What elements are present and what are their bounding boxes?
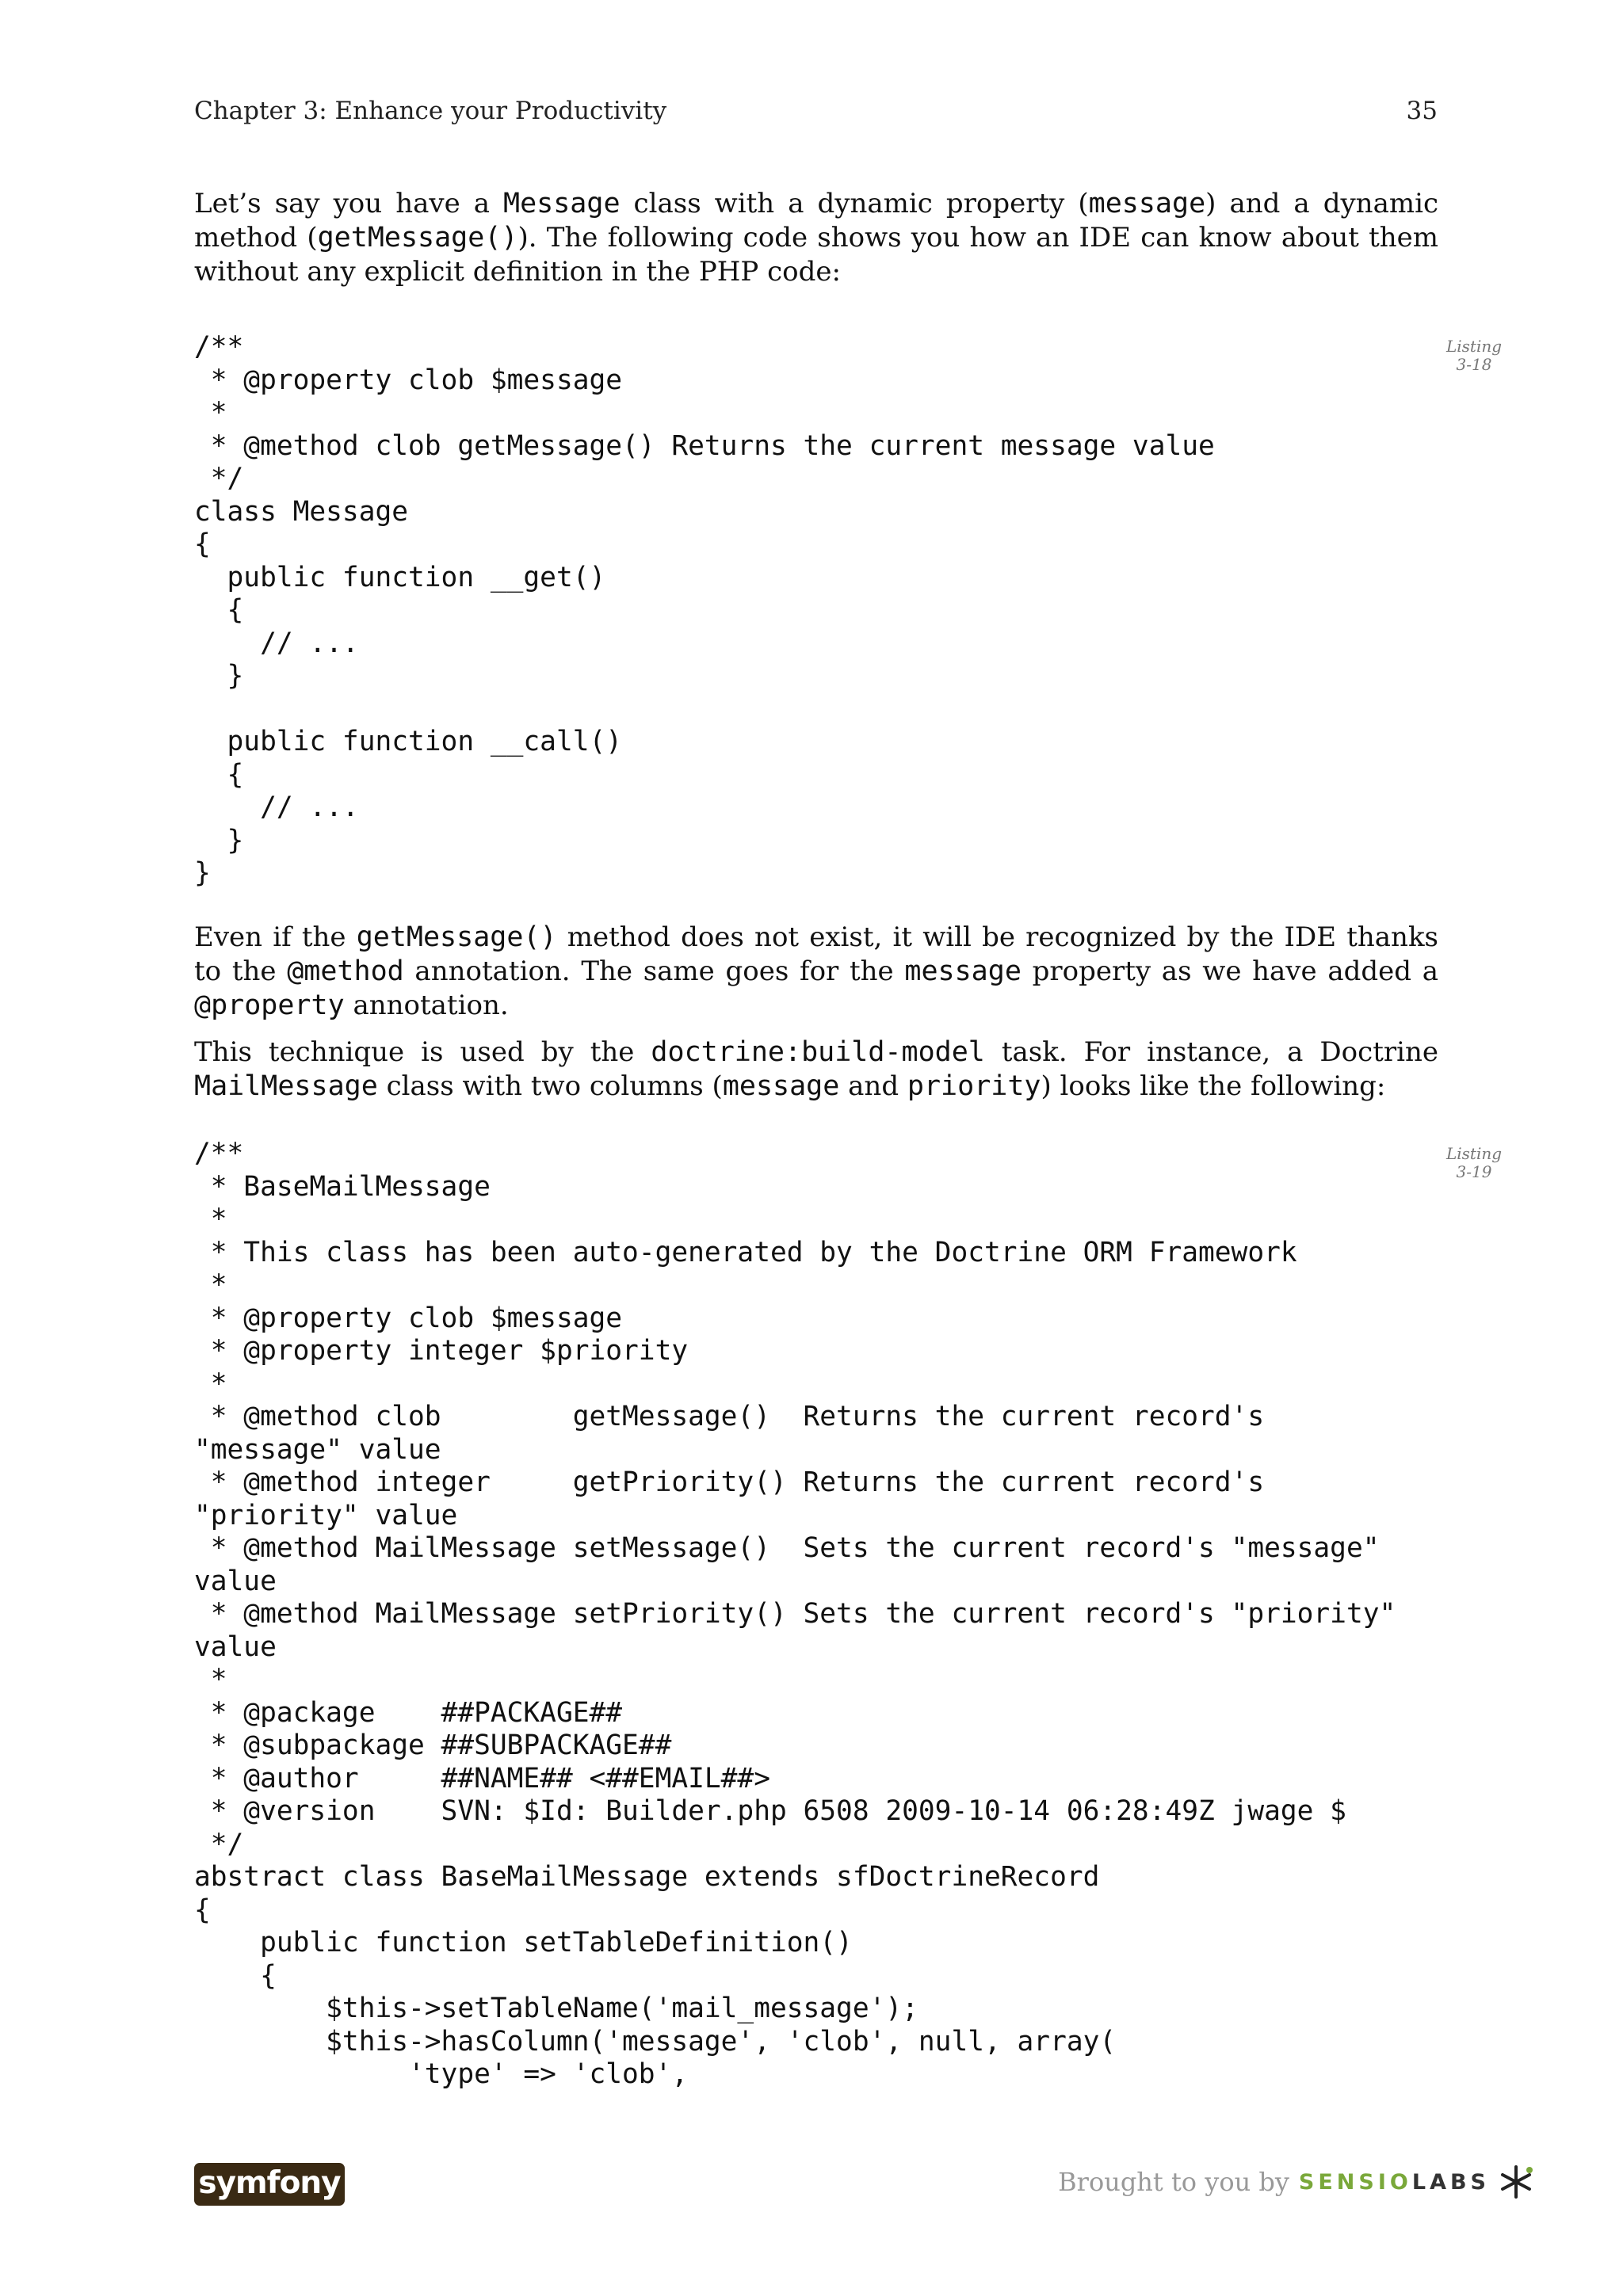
intro-paragraph: Let’s say you have a Message class with a dynamic property (message) and a dynamic method (getMessage()). The following code shows you how an IDE can know about them without any explicit definition in the PHP code:: [194, 188, 1438, 288]
chapter-title: Chapter 3: Enhance your Productivity: [194, 97, 667, 125]
symfony-logo: symfony: [194, 2163, 345, 2206]
inline-code: Message: [503, 188, 621, 219]
sensiolabs-mark-icon: [1498, 2164, 1534, 2200]
inline-code: message: [1088, 188, 1206, 219]
code-listing-3-18: /** * @property clob $message * * @method clob getMessage() Returns the current message value */ class Message { public function __get() { // ... } public function __call() { // ... } }: [194, 331, 1215, 889]
brand-sensio: SENSIO: [1298, 2169, 1412, 2195]
inline-code: MailMessage: [194, 1070, 378, 1102]
brought-by-text: Brought to you by: [1058, 2167, 1289, 2197]
inline-code: @property: [194, 990, 345, 1021]
inline-code: message: [904, 955, 1022, 987]
inline-code: message: [722, 1070, 840, 1102]
inline-code: getMessage(): [356, 921, 557, 953]
code-listing-3-19: /** * BaseMailMessage * * This class has been auto-generated by the Doctrine ORM Framework * * @property clob $message * @property integer $priority * * @method clob getMessage() Returns the current record's "message" value * @method integer getPriority() Returns the current record's "priority" value * @method MailMessage setMessage() Sets the current record's "message" value * @method MailMessage setPriority() Sets the current record's "priority" value * * @package ##PACKAGE## * @subpackage ##SUBPACKAGE## * @author ##NAME## <##EMAIL##> * @version SVN: $Id: Builder.php 6508 2009-10-14 06:28:49Z jwage $ */ abstract class BaseMailMessage extends sfDoctrineRecord { public function setTableDefinition() { $this->setTableName('mail_message'); $this->hasColumn('message', 'clob', null, array( 'type' => 'clob',: [194, 1138, 1396, 2090]
brand-labs: LABS: [1411, 2169, 1490, 2195]
inline-code: priority: [907, 1070, 1041, 1102]
listing-label: Listing 3-19: [1445, 1144, 1503, 1181]
inline-code: @method: [287, 955, 404, 987]
inline-code: getMessage(): [317, 222, 518, 254]
technique-paragraph: This technique is used by the doctrine:build-model task. For instance, a Doctrine MailMessage class with two columns (message and priority) looks like the following:: [194, 1036, 1439, 1102]
sponsor-credit: [1058, 2158, 1534, 2206]
page-number: 35: [1406, 97, 1438, 125]
inline-code: doctrine:build-model: [651, 1036, 985, 1068]
listing-label: Listing 3-18: [1445, 337, 1503, 374]
annotation-paragraph: Even if the getMessage() method does not exist, it will be recognized by the IDE thanks to the @method annotation. The same goes for the message property as we have added a @property annotation.: [194, 921, 1438, 1021]
